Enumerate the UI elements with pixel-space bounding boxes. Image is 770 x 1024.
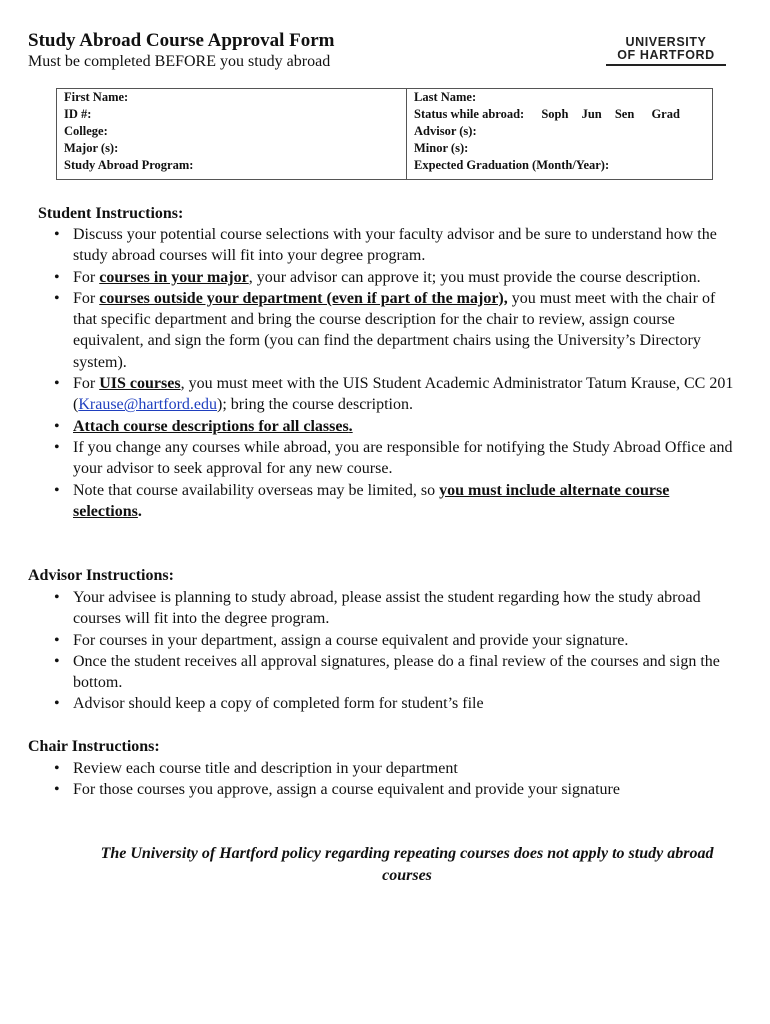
list-item: • Review each course title and description in your department <box>47 758 737 779</box>
status-label: Status while abroad: <box>414 107 525 121</box>
id-field[interactable]: ID #: <box>57 106 407 123</box>
list-item <box>47 288 737 373</box>
form-header <box>28 30 335 72</box>
list-item <box>47 416 737 437</box>
major-field[interactable]: Major (s): <box>57 140 407 157</box>
first-name-field[interactable]: First Name: <box>57 89 407 107</box>
item-text: Discuss your potential course selections with your faculty advisor and be sure to understand how the study abroad courses will fit into your degree program. <box>73 226 717 265</box>
item-emphasis: Attach course descriptions for all classes <box>73 417 349 435</box>
graduation-field[interactable]: Expected Graduation (Month/Year): <box>407 157 713 180</box>
repeat-course-policy-note: The University of Hartford policy regarding repeating courses does not apply to study abroad courses <box>100 845 714 884</box>
item-text: ); bring the course description. <box>217 396 413 414</box>
list-item <box>47 224 737 267</box>
university-logo <box>606 36 726 66</box>
list-item: • Advisor should keep a copy of completed form for student’s file <box>47 693 737 714</box>
status-option-jun[interactable]: Jun <box>581 107 602 121</box>
student-instructions-list <box>47 224 737 522</box>
form-title: Study Abroad Course Approval Form <box>28 30 335 51</box>
student-instructions-heading: Student Instructions: <box>38 205 184 222</box>
list-item: • For courses in your department, assign a course equivalent and provide your signature. <box>47 630 737 651</box>
item-text: . <box>348 417 353 435</box>
list-item <box>47 373 737 416</box>
advisor-instructions-heading: Advisor Instructions: <box>28 567 174 584</box>
list-item: • Your advisee is planning to study abroad, please assist the student regarding how the study abroad courses will fit into the degree program. <box>47 587 737 630</box>
list-item: • Once the student receives all approval signatures, please do a final review of the courses and sign the bottom. <box>47 651 737 694</box>
item-text: , you must meet with the UIS Student Academic Administrator Tatum Krause, CC 201 ( <box>73 375 734 414</box>
college-field[interactable]: College: <box>57 123 407 140</box>
email-link[interactable]: Krause@hartford.edu <box>78 396 218 414</box>
list-item <box>47 267 737 288</box>
logo-line-1: UNIVERSITY <box>625 35 707 49</box>
item-text: For <box>73 268 100 286</box>
item-text: For <box>73 375 100 393</box>
logo-underline <box>606 64 726 66</box>
list-item <box>47 437 737 480</box>
item-emphasis: courses in your major <box>99 268 249 286</box>
list-item <box>47 480 737 523</box>
status-option-grad[interactable]: Grad <box>651 107 680 121</box>
advisor-instructions-list <box>47 587 737 715</box>
item-emphasis: you must include alternate course selections <box>73 481 670 520</box>
item-text: . <box>137 502 142 520</box>
item-text: If you change any courses while abroad, you are responsible for notifying the Study Abroad Office and your advisor to seek approval for any new course. <box>73 438 733 478</box>
minor-field[interactable]: Minor (s): <box>407 140 713 157</box>
last-name-field[interactable]: Last Name: <box>407 89 713 107</box>
item-emphasis: UIS courses <box>99 375 181 393</box>
item-text: For <box>73 289 100 307</box>
status-option-soph[interactable]: Soph <box>541 107 569 121</box>
advisor-field[interactable]: Advisor (s): <box>407 123 713 140</box>
status-option-sen[interactable]: Sen <box>614 107 635 121</box>
list-item: • For those courses you approve, assign a course equivalent and provide your signature <box>47 779 737 800</box>
chair-instructions-heading: Chair Instructions: <box>28 738 160 755</box>
item-text: Note that course availability overseas may be limited, so <box>73 481 440 499</box>
item-text: you must meet with the chair of that specific department and bring the course description for the chair to review, assign course equivalent, and sign the form (you can find the department chairs using the University’s Directory system). <box>73 289 716 371</box>
status-field[interactable] <box>407 106 713 123</box>
logo-line-2: OF HARTFORD <box>617 48 715 62</box>
item-emphasis: courses outside your department (even if part of the major), <box>99 289 508 307</box>
chair-instructions-list <box>47 758 737 801</box>
form-subtitle: Must be completed BEFORE you study abroad <box>28 53 331 70</box>
item-text: , your advisor can approve it; you must provide the course description. <box>248 268 701 286</box>
program-field[interactable]: Study Abroad Program: <box>57 157 407 180</box>
student-info-table <box>56 88 713 180</box>
